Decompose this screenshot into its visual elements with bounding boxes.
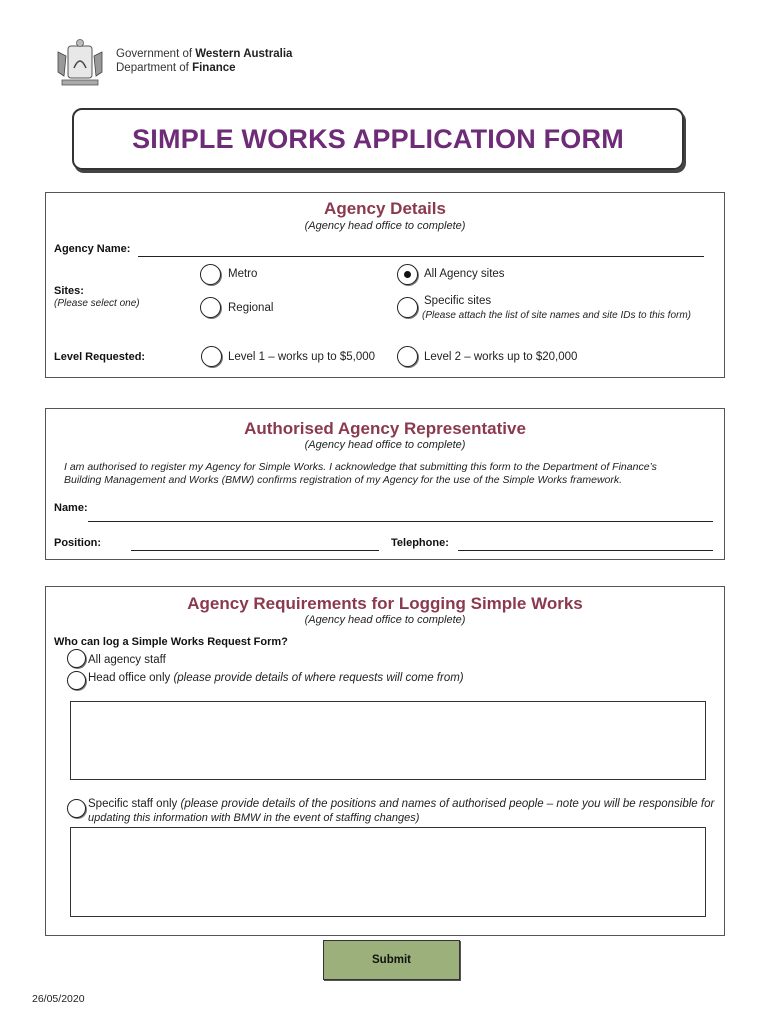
radio-level-2[interactable] <box>397 346 418 367</box>
requirements-section <box>45 586 725 936</box>
form-title: SIMPLE WORKS APPLICATION FORM <box>132 123 624 154</box>
government-name: Government of Western Australia <box>116 48 293 60</box>
specific-staff-note-2: updating this information with BMW in the event of staffing changes) <box>88 812 420 824</box>
footer-date: 26/05/2020 <box>32 993 85 1005</box>
government-crest-logo <box>54 38 106 90</box>
radio-specific-staff-only[interactable] <box>67 799 86 818</box>
radio-all-agency-sites[interactable] <box>397 264 418 285</box>
declaration-line-1: I am authorised to register my Agency for Simple Works. I acknowledge that submitting this form to the Department of Finance’s <box>64 461 657 473</box>
radio-metro[interactable] <box>200 264 221 285</box>
agency-details-section <box>45 192 725 378</box>
head-office-details-textarea[interactable] <box>70 701 706 780</box>
agency-name-field[interactable] <box>138 256 704 257</box>
form-title-box <box>72 108 684 170</box>
level-requested-label: Level Requested: <box>54 351 146 363</box>
head-office-note: (please provide details of where requests will come from) <box>173 672 464 684</box>
specific-staff-only-label: Specific staff only (please provide details of the positions and names of authorised people – note you will be responsible for <box>88 798 715 810</box>
radio-regional[interactable] <box>200 297 221 318</box>
agency-name-label: Agency Name: <box>54 243 131 255</box>
agency-details-title: Agency Details <box>324 199 446 218</box>
who-can-log-question: Who can log a Simple Works Request Form? <box>54 636 288 648</box>
all-agency-staff-label: All agency staff <box>88 654 166 666</box>
specific-staff-note-1: (please provide details of the positions and names of authorised people – note you will be responsible for <box>180 798 715 810</box>
telephone-field[interactable] <box>458 550 713 551</box>
regional-label: Regional <box>228 302 274 314</box>
level-2-label: Level 2 – works up to $20,000 <box>424 351 578 363</box>
metro-label: Metro <box>228 268 258 280</box>
radio-head-office-only[interactable] <box>67 671 86 690</box>
name-field[interactable] <box>88 521 713 522</box>
submit-button[interactable]: Submit <box>323 940 460 980</box>
department-name: Department of Finance <box>116 62 236 74</box>
sites-hint: (Please select one) <box>54 298 140 309</box>
all-agency-sites-label: All Agency sites <box>424 268 505 280</box>
representative-title: Authorised Agency Representative <box>244 419 526 438</box>
representative-section <box>45 408 725 560</box>
representative-subtitle: (Agency head office to complete) <box>304 439 466 451</box>
requirements-title: Agency Requirements for Logging Simple Works <box>187 594 583 613</box>
sites-label: Sites: <box>54 285 84 297</box>
level-1-label: Level 1 – works up to $5,000 <box>228 351 376 363</box>
specific-sites-label: Specific sites <box>424 295 492 307</box>
name-label: Name: <box>54 502 88 514</box>
position-label: Position: <box>54 537 102 549</box>
radio-level-1[interactable] <box>201 346 222 367</box>
specific-sites-note: (Please attach the list of site names and site IDs to this form) <box>422 310 692 321</box>
specific-staff-details-textarea[interactable] <box>70 827 706 917</box>
telephone-label: Telephone: <box>391 537 449 549</box>
declaration-line-2: Building Management and Works (BMW) confirms registration of my Agency for the use of the Simple Works framework. <box>64 474 623 486</box>
requirements-subtitle: (Agency head office to complete) <box>304 614 466 626</box>
head-office-only-label: Head office only (please provide details of where requests will come from) <box>88 672 464 684</box>
agency-details-subtitle: (Agency head office to complete) <box>304 220 466 232</box>
radio-all-agency-staff[interactable] <box>67 649 86 668</box>
position-field[interactable] <box>131 550 379 551</box>
radio-specific-sites[interactable] <box>397 297 418 318</box>
